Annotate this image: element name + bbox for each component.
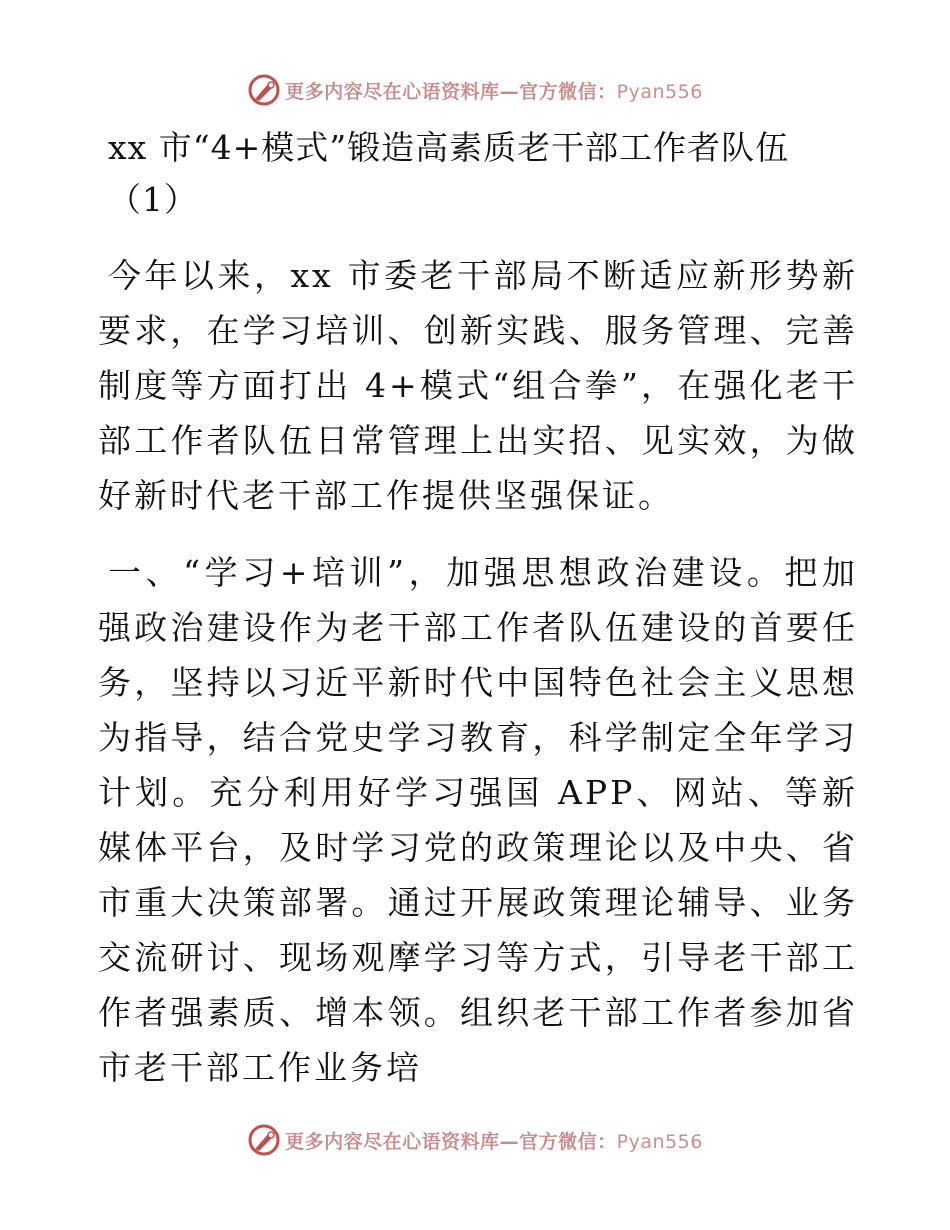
watermark-text: 更多内容尽在心语资料库—官方微信：Pyan556 xyxy=(285,1130,703,1153)
document-title: xx 市“4+模式”锻造高素质老干部工作者队伍（1） xyxy=(108,128,790,219)
paragraph-section-one: 一、“学习+培训”，加强思想政治建设。把加强政治建设作为老干部工作者队伍建设的首要任务，坚持以习近平新时代中国特色社会主义思想为指导，结合党史学习教育，科学制定全年学习计划。充分利用好学习强国 APP、网站、等新媒体平台，及时学习党的政策理论以及中央、省市重大决策部署。通过开展政策理论辅导、业务交流研讨、现场观摩学习等方式，引导老干部工作者强素质、增本领。组织老干部工作者参加省市老干部工作业务培 xyxy=(98,553,858,1087)
pen-logo-icon xyxy=(247,73,281,107)
paragraph-intro: 今年以来，xx 市委老干部局不断适应新形势新要求，在学习培训、创新实践、服务管理、完善制度等方面打出 4+模式“组合拳”，在强化老干部工作者队伍日常管理上出实招、见实效，为做好新时代老干部工作提供坚强保证。 xyxy=(98,256,858,515)
pen-logo-icon xyxy=(247,1123,281,1157)
watermark-banner-top xyxy=(0,70,950,110)
watermark-banner-bottom xyxy=(0,1120,950,1160)
document-body xyxy=(98,122,858,1095)
watermark-text: 更多内容尽在心语资料库—官方微信：Pyan556 xyxy=(285,80,703,103)
